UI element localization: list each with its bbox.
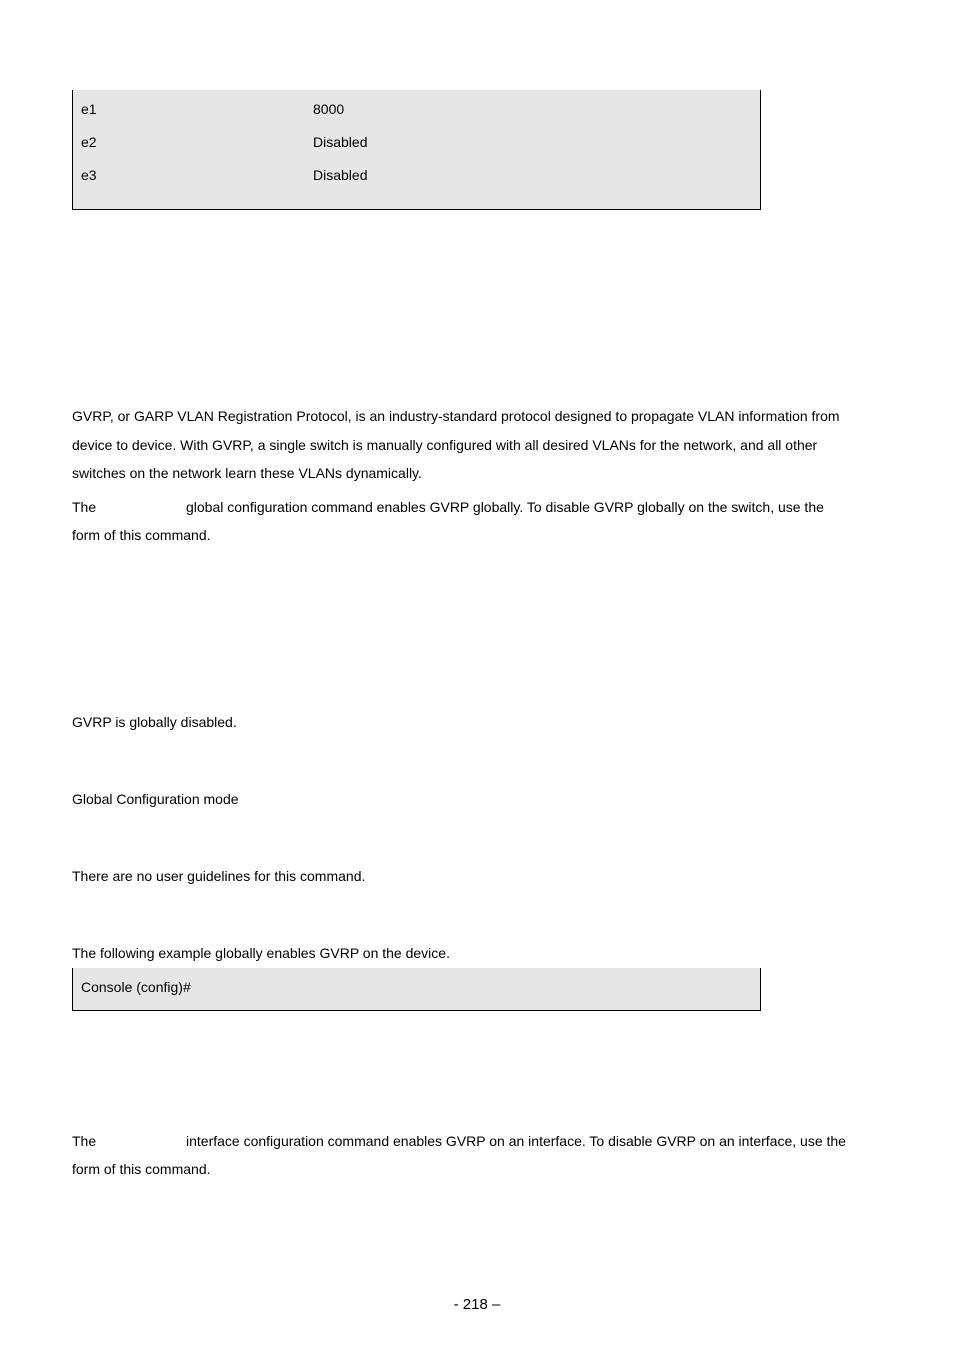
global-cmd-the: The — [72, 499, 97, 515]
table-row — [81, 167, 368, 183]
global-cmd-line-2: form of this command. — [72, 527, 211, 543]
example-code: Console (config)# — [81, 979, 191, 995]
gvrp-intro-line-2: device to device. With GVRP, a single switch is manually configured with all desired VLANs for the network, and all other — [72, 437, 818, 453]
gvrp-intro-line-3: switches on the network learn these VLANs dynamically. — [72, 465, 422, 481]
global-cmd-line-1: global configuration command enables GVRP globally. To disable GVRP globally on the switch, use the — [186, 499, 824, 515]
port-cell: e2 — [81, 134, 97, 150]
value-cell: Disabled — [313, 134, 368, 150]
example-intro: The following example globally enables GVRP on the device. — [72, 945, 450, 961]
port-cell: e3 — [81, 167, 97, 183]
page-number: - 218 – — [453, 1296, 501, 1313]
port-cell: e1 — [81, 101, 97, 117]
table-row — [81, 134, 368, 150]
user-guidelines-text: There are no user guidelines for this command. — [72, 868, 366, 884]
interface-cmd-the: The — [72, 1133, 97, 1149]
table-row — [81, 101, 345, 117]
port-config-table — [72, 90, 761, 210]
command-mode-text: Global Configuration mode — [72, 791, 239, 807]
value-cell: Disabled — [313, 167, 368, 183]
example-code-box — [72, 968, 761, 1011]
interface-cmd-line-1: interface configuration command enables GVRP on an interface. To disable GVRP on an interface, use the — [186, 1133, 846, 1149]
gvrp-intro-line-1: GVRP, or GARP VLAN Registration Protocol, is an industry-standard protocol designed to propagate VLAN information from — [72, 408, 840, 424]
value-cell: 8000 — [313, 101, 345, 117]
interface-cmd-line-2: form of this command. — [72, 1161, 211, 1177]
default-text: GVRP is globally disabled. — [72, 714, 237, 730]
